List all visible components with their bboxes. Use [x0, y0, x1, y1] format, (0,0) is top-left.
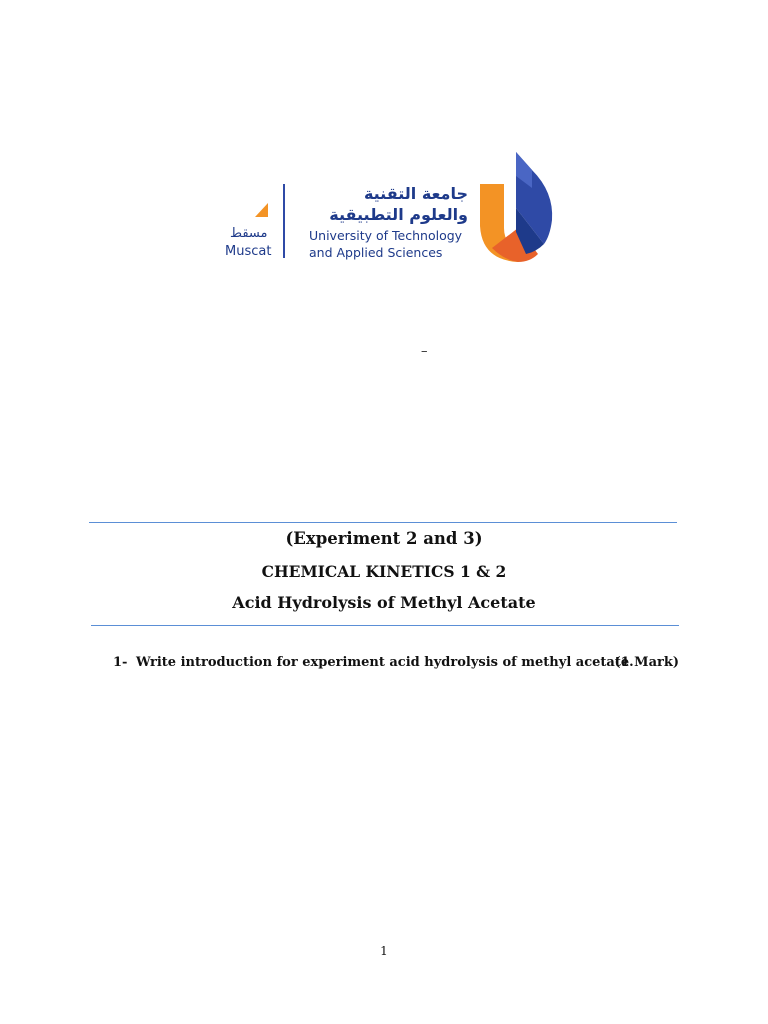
university-emblem-icon — [478, 148, 558, 264]
university-name-arabic-line2: والعلوم التطبيقية — [329, 205, 468, 224]
stray-dash-marker: – — [421, 344, 428, 359]
experiment-topic-heading: CHEMICAL KINETICS 1 & 2 — [261, 562, 507, 581]
question-marks: (1 Mark) — [614, 655, 679, 670]
university-name-english-line2: and Applied Sciences — [309, 245, 443, 260]
campus-triangle-icon — [254, 202, 270, 218]
experiment-number-heading: (Experiment 2 and 3) — [285, 529, 483, 548]
heading-bottom-rule — [91, 625, 679, 626]
question-item — [113, 655, 679, 670]
university-name-arabic-line1: جامعة التقنية — [363, 184, 468, 203]
logo-divider — [283, 184, 285, 258]
question-number: 1- — [113, 655, 128, 670]
page-number: 1 — [380, 944, 388, 958]
experiment-title-heading: Acid Hydrolysis of Methyl Acetate — [232, 593, 536, 612]
heading-top-rule — [89, 522, 677, 523]
university-name-english-line1: University of Technology — [309, 228, 463, 243]
campus-name-arabic: مسقط — [230, 226, 268, 241]
question-text: Write introduction for experiment acid hydrolysis of methyl acetate. — [136, 655, 634, 670]
university-logo — [222, 148, 558, 266]
campus-name-english: Muscat — [225, 244, 272, 259]
